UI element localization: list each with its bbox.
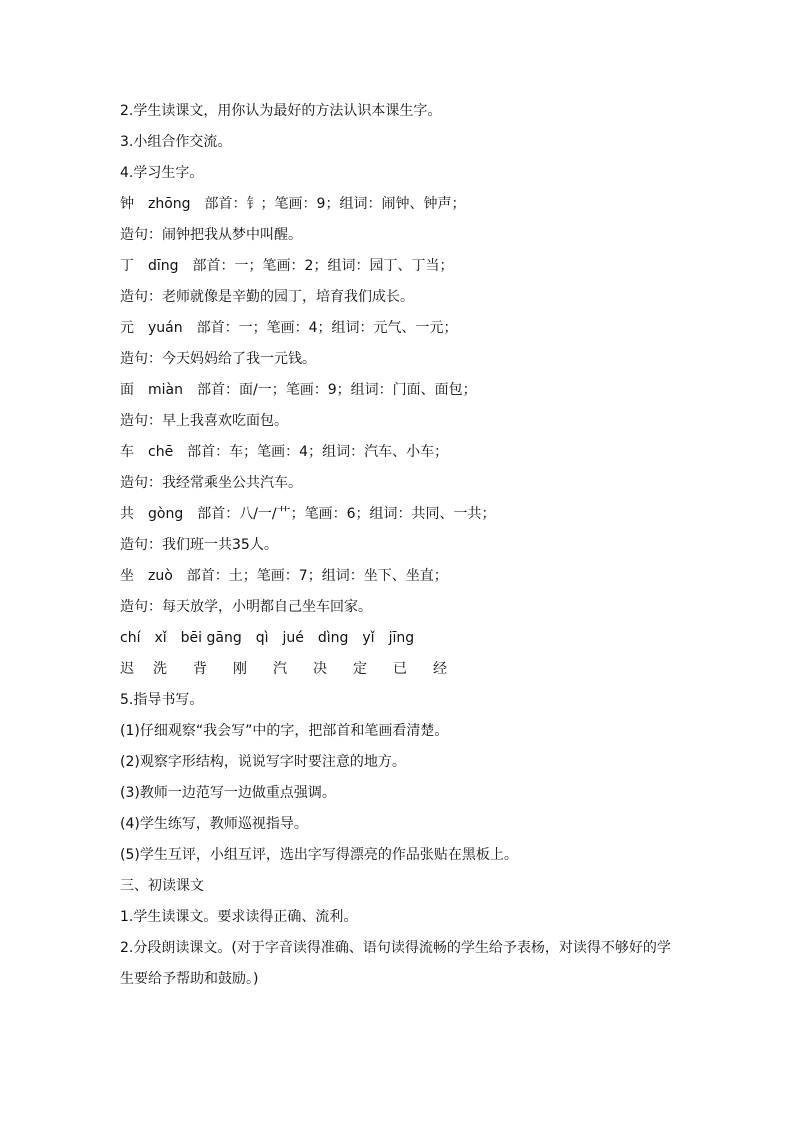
text-line: 造句：今天妈妈给了我一元钱。 — [120, 351, 316, 367]
text-line: (2)观察字形结构，说说写字时要注意的地方。 — [120, 754, 406, 770]
text-line: 5.指导书写。 — [120, 692, 204, 708]
character-item: 定 — [353, 661, 367, 677]
lesson-steps-bottom — [120, 685, 680, 995]
text-line: 造句：每天放学，小明都自己坐车回家。 — [120, 599, 372, 615]
text-line: (4)学生练写，教师巡视指导。 — [120, 816, 308, 832]
character-item: 汽 — [273, 661, 287, 677]
text-line: 造句：闹钟把我从梦中叫醒。 — [120, 227, 302, 243]
text-line: 元 yuán 部首：一；笔画：4；组词：元气、一元； — [120, 320, 458, 336]
character-item: 洗 — [153, 661, 167, 677]
text-line: 车 chē 部首：车；笔画：4；组词：汽车、小车； — [120, 444, 449, 460]
text-line: 造句：我们班一共35人。 — [120, 537, 278, 553]
text-line: 2.学生读课文，用你认为最好的方法认识本课生字。 — [120, 103, 442, 119]
text-line: 坐 zuò 部首：土；笔画：7；组词：坐下、坐直； — [120, 568, 448, 584]
text-line: (1)仔细观察“我会写”中的字，把部首和笔画看清楚。 — [120, 723, 449, 739]
text-line: 三、初读课文 — [120, 878, 204, 894]
text-line: 面 miàn 部首：面/一；笔画：9；组词：门面、面包； — [120, 382, 477, 398]
text-line: 造句：我经常乘坐公共汽车。 — [120, 475, 302, 491]
character-item: 决 — [313, 661, 327, 677]
character-item: 迟 — [120, 661, 134, 677]
text-line: (3)教师一边范写一边做重点强调。 — [120, 785, 336, 801]
text-line: 3.小组合作交流。 — [120, 134, 232, 150]
text-line: 共 gòng 部首：八/一/艹；笔画：6；组词：共同、一共； — [120, 506, 496, 522]
pinyin-line: chí xǐ bēi gāng qì jué dìng yǐ jīng — [120, 630, 415, 646]
character-item: 刚 — [233, 661, 247, 677]
character-row — [120, 654, 680, 685]
text-line: 1.学生读课文。要求读得正确、流利。 — [120, 909, 358, 925]
text-line: 4.学习生字。 — [120, 165, 204, 181]
text-line: (5)学生互评，小组互评，选出字写得漂亮的作品张贴在黑板上。 — [120, 847, 518, 863]
document-content — [120, 96, 680, 995]
text-line: 造句：早上我喜欢吃面包。 — [120, 413, 288, 429]
text-line: 2.分段朗读课文。(对于字音读得准确、语句读得流畅的学生给予表杨，对读得不够好的学生要给予帮助和鼓励。) — [120, 940, 671, 987]
character-item: 背 — [193, 661, 207, 677]
text-line: 丁 dīng 部首：一；笔画：2；组词：园丁、丁当； — [120, 258, 454, 274]
lesson-steps-top — [120, 96, 680, 623]
character-item: 已 — [393, 661, 407, 677]
text-line: 造句：老师就像是辛勤的园丁，培育我们成长。 — [120, 289, 414, 305]
text-line: 钟 zhōng 部首：钅；笔画：9；组词：闹钟、钟声； — [120, 196, 466, 212]
character-item: 经 — [433, 661, 447, 677]
